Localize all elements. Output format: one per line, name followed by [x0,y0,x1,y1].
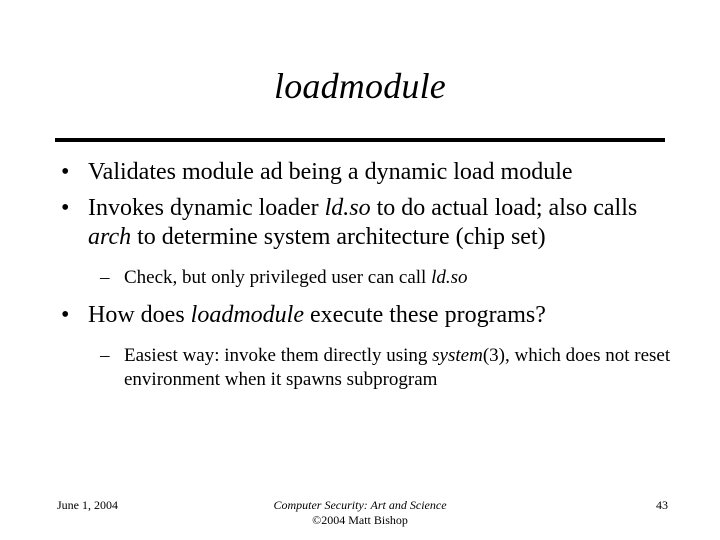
bullet-text [124,345,670,390]
slide-body [47,158,683,396]
bullet-spacer [47,255,683,262]
bullet-dot-icon: • [61,195,70,221]
bullet-spacer [47,294,683,301]
footer-center-block [160,498,560,528]
emphasis-term: arch [88,224,132,250]
slide-title-block [0,66,720,106]
page-title: loadmodule [274,66,446,106]
bullet-text [88,302,546,328]
bullet-item [47,301,683,330]
bullet-dot-icon: • [61,159,70,185]
text-run: Easiest way: invoke them directly using [124,345,433,366]
bullet-item [47,158,683,187]
sub-bullet-item [47,344,683,392]
bullet-item [47,194,683,252]
text-run: Invokes dynamic loader [88,195,325,221]
emphasis-term: loadmodule [190,302,304,328]
bullet-spacer [47,333,683,340]
bullet-dash-icon: – [100,345,110,366]
emphasis-term: system [432,345,483,366]
text-run: (3), which does not reset environment when it spawns subprogram [124,345,671,390]
emphasis-term: ld.so [431,267,468,288]
slide-footer [0,492,720,540]
sub-bullet-item [47,266,683,290]
text-run: How does [88,302,191,328]
footer-citation: Computer Security: Art and Science [273,498,447,512]
text-run: to do actual load; also calls [370,195,638,221]
title-divider-rule [55,138,665,142]
bullet-text [88,159,573,185]
bullet-dot-icon: • [61,302,70,328]
footer-copyright: ©2004 Matt Bishop [312,513,408,527]
bullet-dash-icon: – [100,267,110,288]
bullet-text [124,267,468,288]
emphasis-term: ld.so [324,195,371,221]
text-run: execute these programs? [303,302,546,328]
footer-date: June 1, 2004 [57,498,118,512]
text-run: Check, but only privileged user can call [124,267,432,288]
text-run: Validates module ad being a dynamic load module [88,159,573,185]
footer-page-number: 43 [656,498,668,512]
text-run: to determine system architecture (chip set) [131,224,546,250]
bullet-text [88,195,637,250]
